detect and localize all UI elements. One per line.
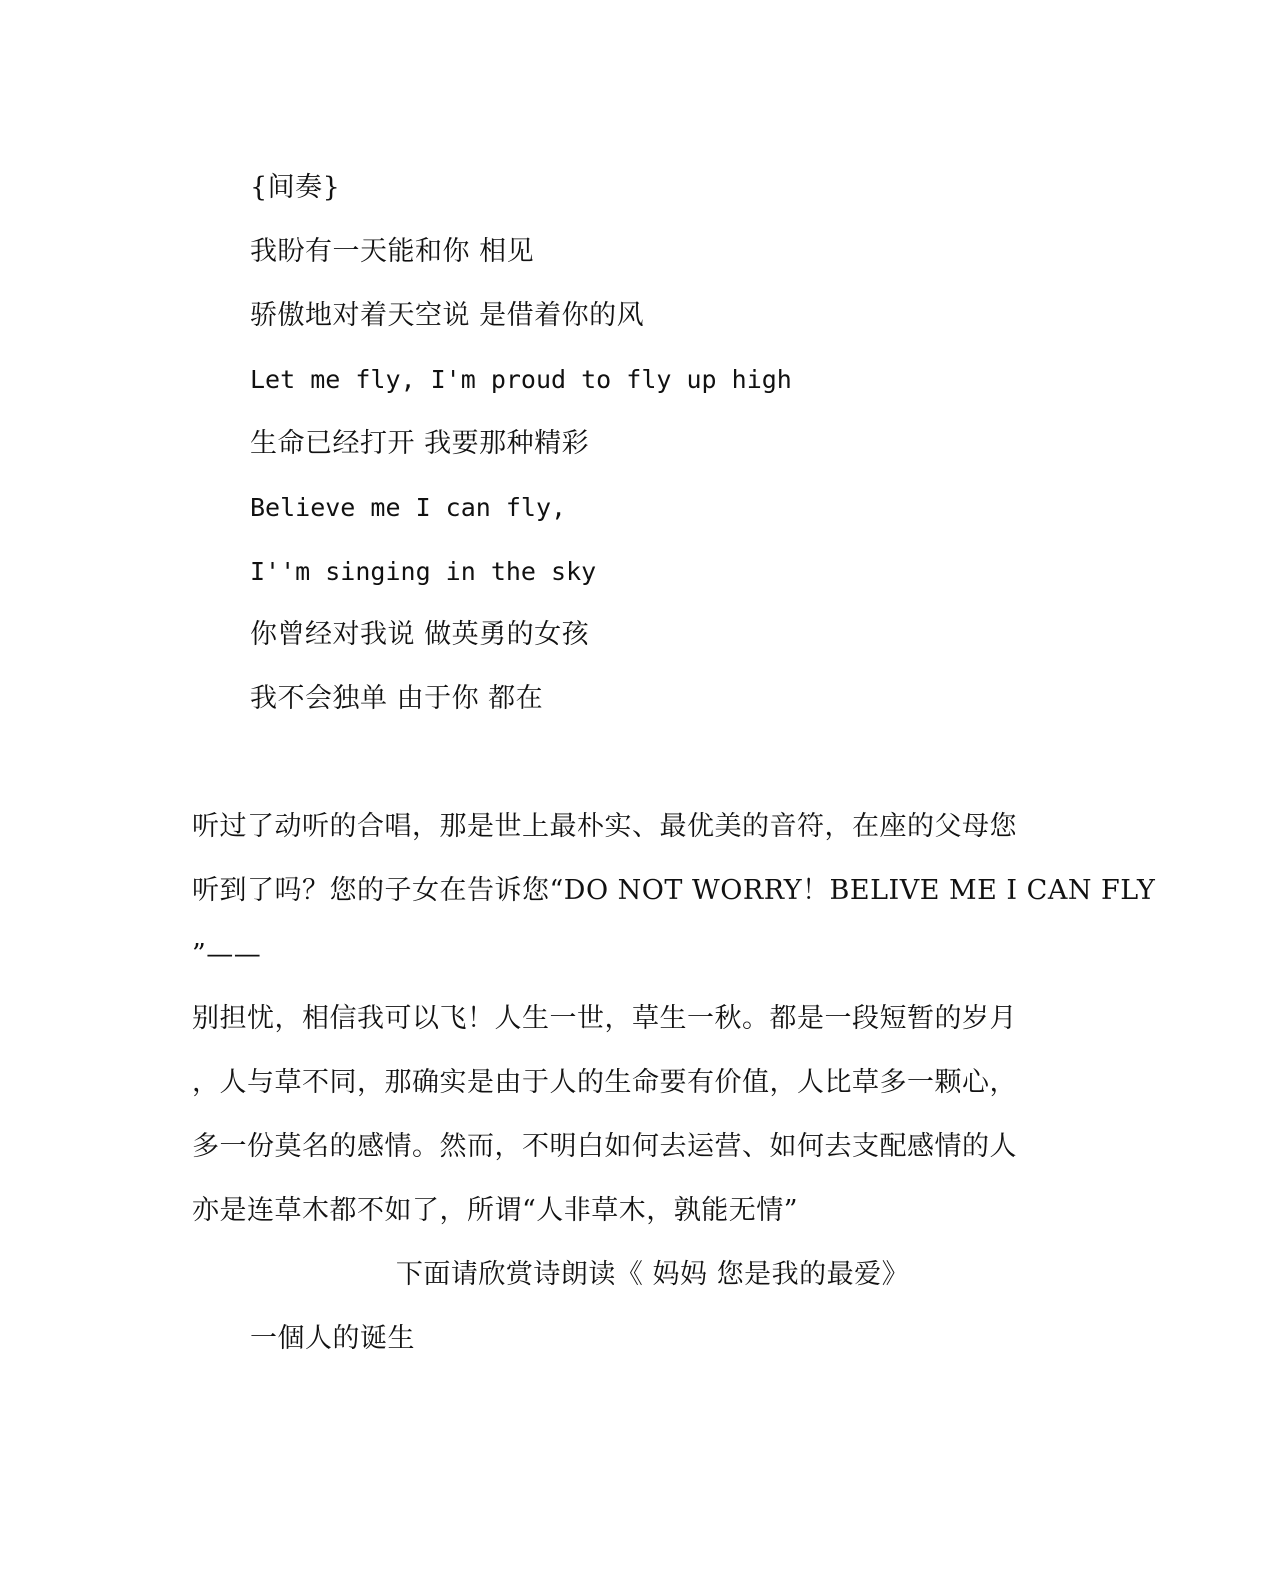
lyric-line: {间奏} — [250, 172, 341, 203]
paragraph-line: 听过了动听的合唱，那是世上最朴实、最优美的音符，在座的父母您 — [192, 811, 1017, 842]
lyric-line: 你曾经对我说 做英勇的女孩 — [250, 619, 590, 650]
lyric-line: 生命已经打开 我要那种精彩 — [250, 428, 590, 459]
paragraph-line: 多一份莫名的感情。然而，不明白如何去运营、如何去支配感情的人 — [192, 1131, 1017, 1162]
paragraph-line: ”—— — [192, 939, 262, 970]
lyric-line: Let me fly, I'm proud to fly up high — [250, 365, 792, 394]
paragraph-line: 亦是连草木都不如了，所谓“人非草木，孰能无情” — [192, 1195, 799, 1226]
lyric-line: I''m singing in the sky — [250, 557, 597, 586]
poem-title: 下面请欣赏诗朗读《 妈妈 您是我的最爱》 — [395, 1259, 910, 1290]
poem-first-line: 一個人的诞生 — [250, 1323, 415, 1354]
lyric-line: 骄傲地对着天空说 是借着你的风 — [250, 300, 645, 331]
lyric-line: Believe me I can fly, — [250, 493, 567, 522]
lyric-line: 我不会独单 由于你 都在 — [250, 683, 544, 714]
paragraph-line: 别担忧，相信我可以飞！人生一世，草生一秋。都是一段短暂的岁月 — [192, 1003, 1017, 1034]
lyric-line: 我盼有一天能和你 相见 — [250, 236, 535, 267]
paragraph-line: 听到了吗？您的子女在告诉您“DO NOT WORRY！BELIVE ME I CAN FLY — [192, 875, 1156, 906]
paragraph-line: ，人与草不同，那确实是由于人的生命要有价值，人比草多一颗心， — [192, 1067, 1017, 1098]
